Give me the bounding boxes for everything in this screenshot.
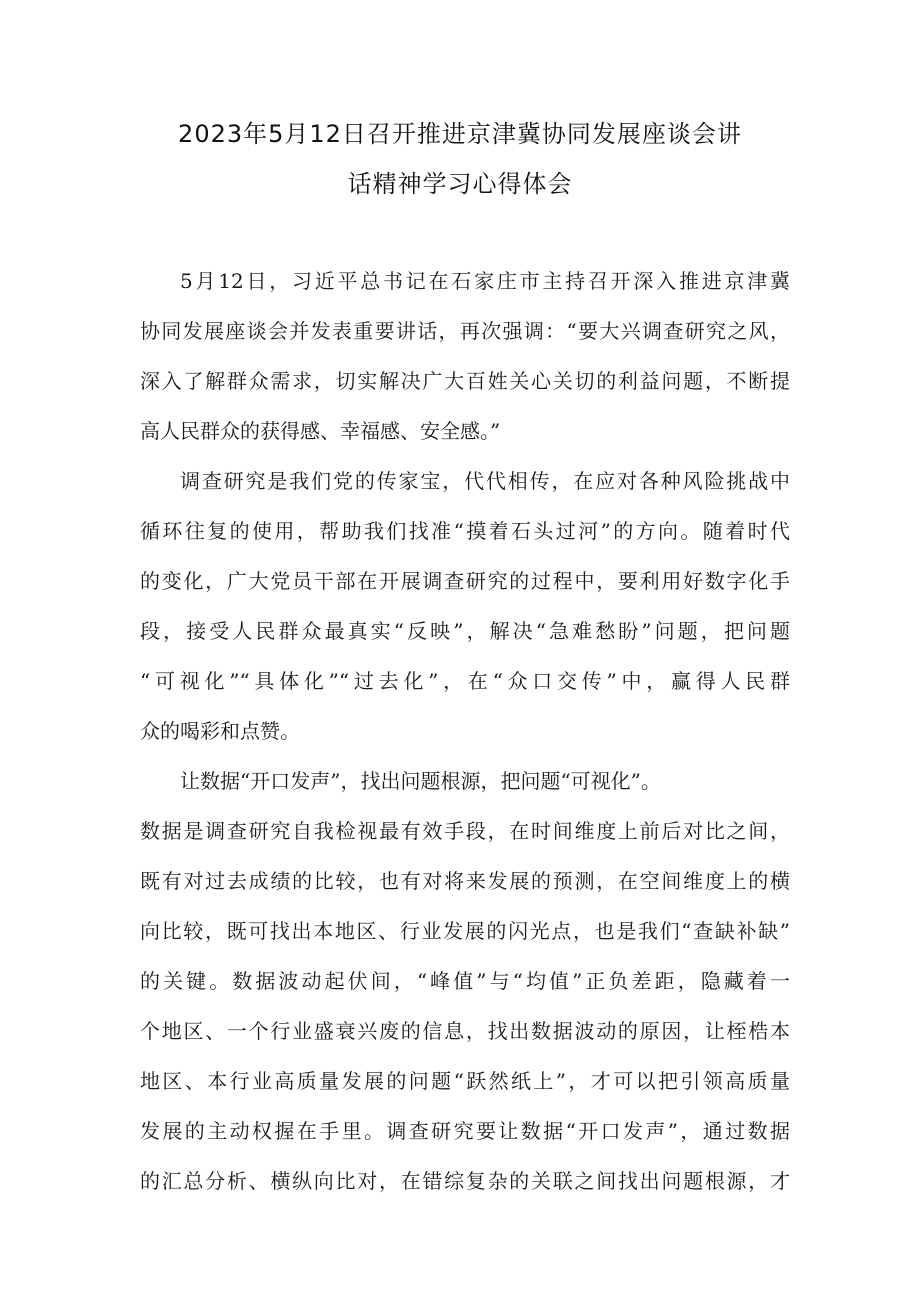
paragraph-1-line-2: 协同发展座谈会并发表重要讲话，再次强调：“要大兴调查研究之风， (140, 319, 790, 343)
paragraph-3-line-2: 数据是调查研究自我检视最有效手段，在时间维度上前后对比之间， (140, 819, 790, 843)
paragraph-3-line-1: 让数据“开口发声”，找出问题根源，把问题“可视化”。 (180, 769, 661, 793)
document-title-line-1: 2023年5月12日召开推进京津冀协同发展座谈会讲 (178, 120, 742, 148)
paragraph-2-line-2: 循环往复的使用，帮助我们找准“摸着石头过河”的方向。随着时代 (140, 519, 790, 543)
paragraph-2-line-1: 调查研究是我们党的传家宝，代代相传，在应对各种风险挑战中 (180, 469, 790, 493)
paragraph-3-line-8: 发展的主动权握在手里。调查研究要让数据“开口发声”，通过数据 (140, 1119, 790, 1143)
paragraph-1-line-4: 高人民群众的获得感、幸福感、安全感。” (140, 419, 501, 443)
paragraph-3-line-6: 个地区、一个行业盛衰兴废的信息，找出数据波动的原因，让桎梏本 (140, 1019, 790, 1043)
paragraph-3-line-4: 向比较，既可找出本地区、行业发展的闪光点，也是我们“查缺补缺” (140, 919, 790, 943)
paragraph-2-line-3: 的变化，广大党员干部在开展调查研究的过程中，要利用好数字化手 (140, 569, 790, 593)
paragraph-3-line-9: 的汇总分析、横纵向比对，在错综复杂的关联之间找出问题根源，才 (140, 1169, 790, 1193)
paragraph-2-line-4: 段，接受人民群众最真实“反映”，解决“急难愁盼”问题，把问题 (140, 619, 790, 643)
paragraph-3-line-3: 既有对过去成绩的比较，也有对将来发展的预测，在空间维度上的横 (140, 869, 790, 893)
paragraph-1-line-3: 深入了解群众需求，切实解决广大百姓关心关切的利益问题，不断提 (140, 369, 790, 393)
paragraph-3-line-7: 地区、本行业高质量发展的问题“跃然纸上”，才可以把引领高质量 (140, 1069, 790, 1093)
paragraph-1-line-1: 5月12日，习近平总书记在石家庄市主持召开深入推进京津冀 (180, 269, 790, 293)
document-title-line-2: 话精神学习心得体会 (347, 170, 573, 198)
paragraph-2-line-6: 众的喝彩和点赞。 (140, 719, 300, 743)
paragraph-3-line-5: 的关键。数据波动起伏间，“峰值”与“均值”正负差距，隐藏着一 (140, 969, 790, 993)
paragraph-2-line-5: “可视化”“具体化”“过去化”，在“众口交传”中，赢得人民群 (140, 669, 790, 693)
